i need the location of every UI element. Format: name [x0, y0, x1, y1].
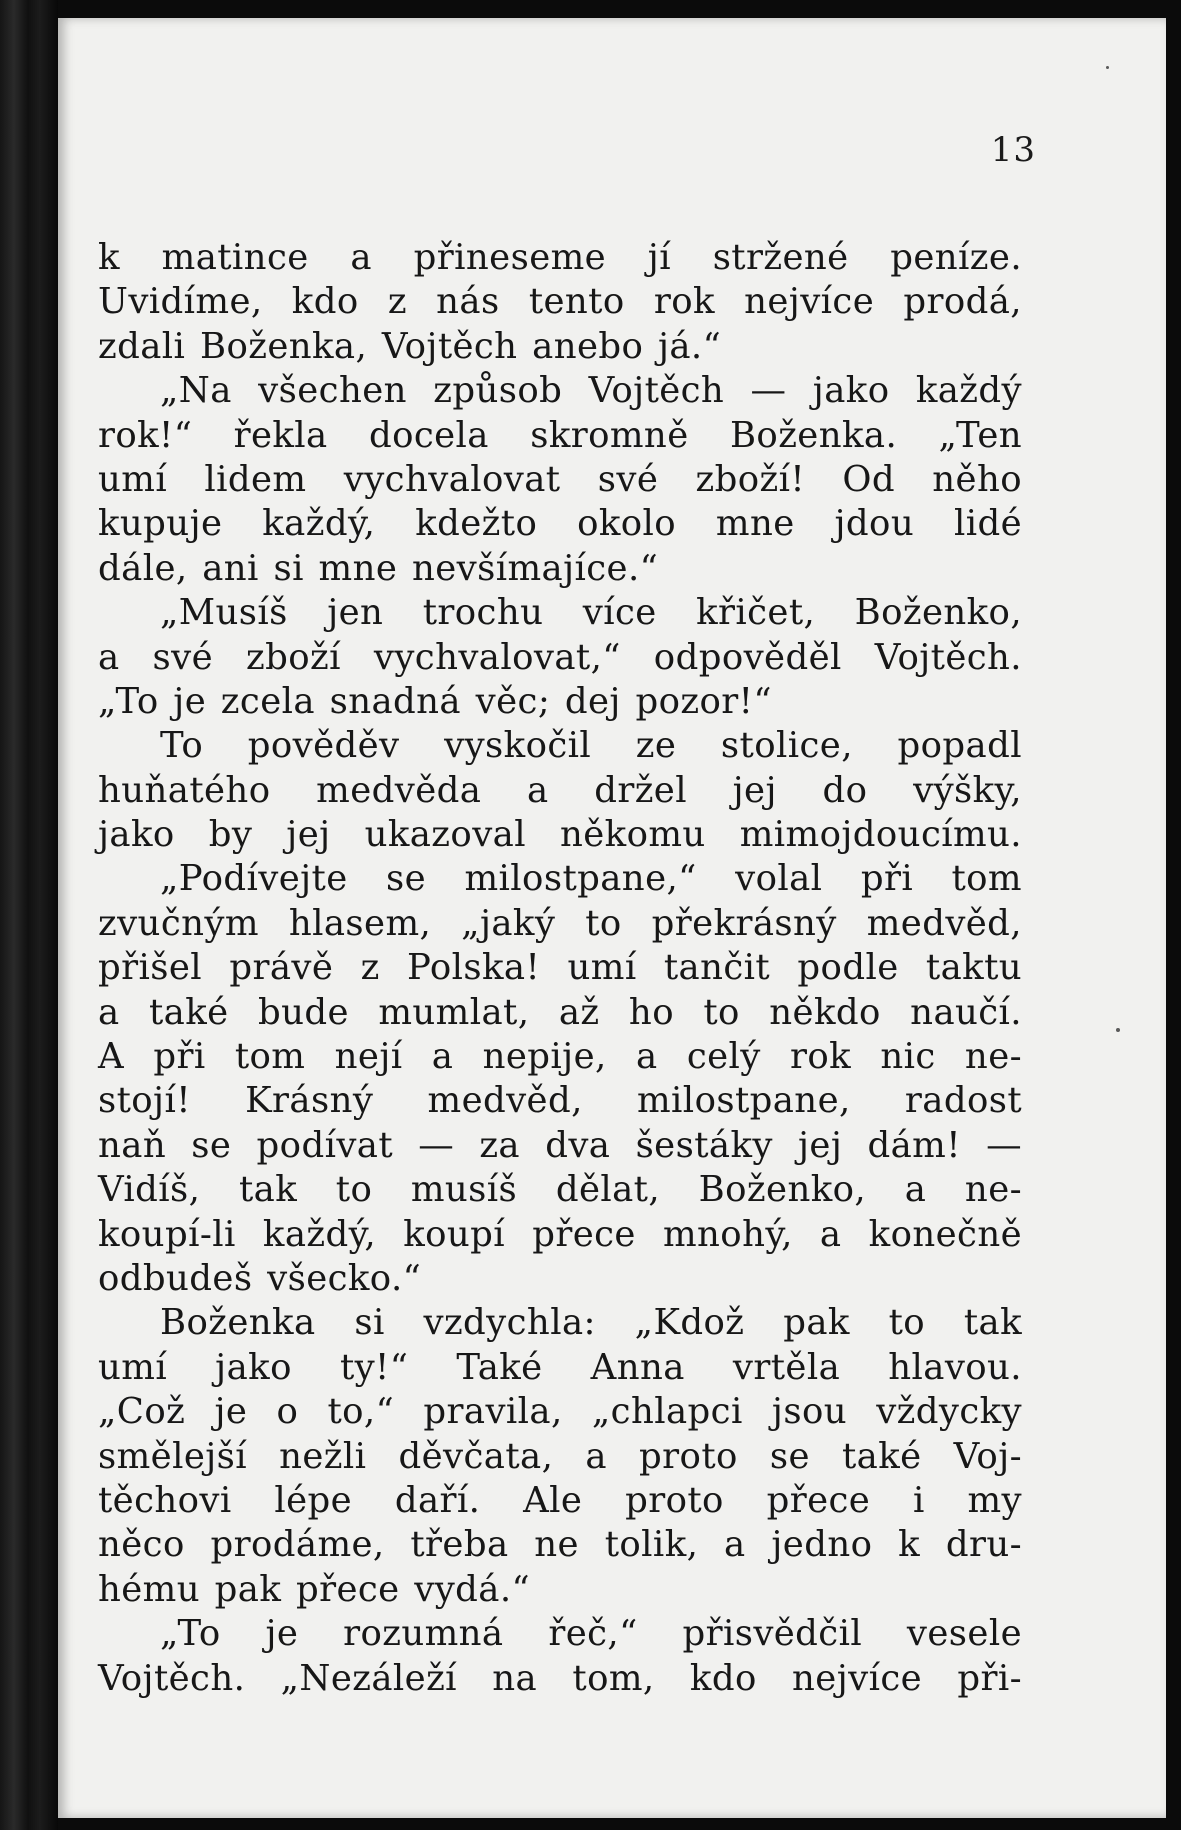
text-line: kupuje každý, kdežto okolo mne jdou lidé — [98, 503, 1022, 545]
text-line: těchovi lépe daří. Ale proto přece i my — [98, 1479, 1022, 1521]
text-line: To pověděv vyskočil ze stolice, popadl — [160, 725, 1022, 767]
text-line: Vojtěch. „Nezáleží na tom, kdo nejvíce při- — [98, 1657, 1022, 1699]
text-line: „Na všechen způsob Vojtěch — jako každý — [160, 370, 1022, 412]
text-line: a své zboží vychvalovat,“ odpověděl Vojtěch. — [98, 636, 1022, 678]
text-line: a také bude mumlat, až ho to někdo naučí. — [98, 991, 1022, 1033]
text-line: k matince a přineseme jí stržené peníze. — [98, 237, 1022, 278]
text-line: naň se podívat — za dva šestáky jej dám! — — [98, 1124, 1022, 1166]
paper-speck — [1116, 1028, 1120, 1032]
text-line: hému pak přece vydá.“ — [98, 1568, 531, 1610]
text-line: stojí! Krásný medvěd, milostpane, radost — [98, 1080, 1022, 1122]
text-line: smělejší nežli děvčata, a proto se také Voj- — [98, 1435, 1022, 1477]
text-line: dále, ani si mne nevšímajíce.“ — [98, 547, 659, 589]
book-spine-shadow — [0, 0, 58, 1830]
text-line: koupí-li každý, koupí přece mnohý, a konečně — [98, 1213, 1022, 1255]
text-line: „Musíš jen trochu více křičet, Boženko, — [160, 592, 1022, 634]
text-line: „To je zcela snadná věc; dej pozor!“ — [98, 680, 772, 722]
body-text — [98, 236, 1022, 1701]
text-line: „Podívejte se milostpane,“ volal při tom — [160, 858, 1022, 900]
page-number: 13 — [990, 130, 1036, 170]
text-line: zdali Boženka, Vojtěch anebo já.“ — [98, 325, 722, 367]
text-line: Vidíš, tak to musíš dělat, Boženko, a ne- — [98, 1169, 1022, 1211]
text-line: přišel právě z Polska! umí tančit podle taktu — [98, 947, 1022, 989]
text-line: rok!“ řekla docela skromně Boženka. „Ten — [98, 414, 1022, 456]
text-line: Boženka si vzdychla: „Kdož pak to tak — [160, 1302, 1022, 1344]
text-line: umí lidem vychvalovat své zboží! Od něho — [98, 458, 1022, 500]
text-line: A při tom nejí a nepije, a celý rok nic ne- — [98, 1036, 1022, 1078]
text-line: jako by jej ukazoval někomu mimojdoucímu. — [98, 814, 1022, 856]
text-line: huňatého medvěda a držel jej do výšky, — [98, 769, 1022, 811]
text-line: zvučným hlasem, „jaký to překrásný medvěd, — [98, 902, 1022, 944]
text-line: něco prodáme, třeba ne tolik, a jedno k dru- — [98, 1524, 1022, 1566]
text-line: „To je rozumná řeč,“ přisvědčil vesele — [160, 1613, 1022, 1655]
text-line: Uvidíme, kdo z nás tento rok nejvíce prodá, — [98, 281, 1022, 323]
page-paper — [58, 18, 1166, 1818]
paper-speck — [1106, 66, 1109, 69]
text-line: umí jako ty!“ Také Anna vrtěla hlavou. — [98, 1346, 1022, 1388]
text-line: odbudeš všecko.“ — [98, 1257, 422, 1299]
text-line: „Což je o to,“ pravila, „chlapci jsou vždycky — [98, 1391, 1022, 1433]
